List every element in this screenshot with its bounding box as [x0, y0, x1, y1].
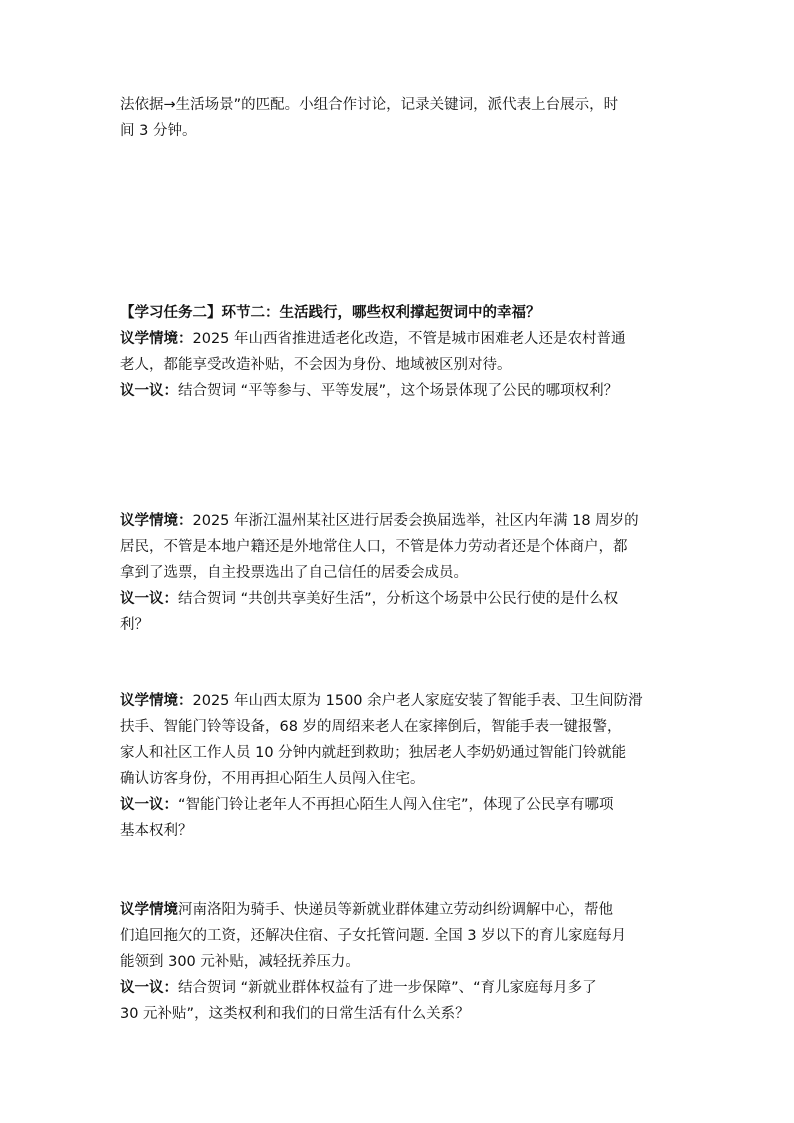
question-label: 议一议：	[120, 591, 178, 607]
question-text: 结合贺词 “平等参与、平等发展”，这个场景体现了公民的哪项权利？	[178, 383, 619, 399]
intro-paragraph	[120, 92, 690, 144]
scenario-3-line-4: 确认访客身份，不用再担心陌生人员闯入住宅。	[120, 771, 425, 787]
question-4	[120, 975, 690, 1001]
question-2-line-2: 利？	[120, 617, 149, 633]
scenario-2-line-1	[120, 508, 690, 534]
question-text: 结合贺词 “新就业群体权益有了进一步保障”、“育儿家庭每月多了	[178, 980, 597, 996]
scenario-3-line-2: 扶手、智能门铃等设备，68 岁的周绍来老人在家摔倒后，智能手表一键报警，	[120, 719, 622, 735]
question-2	[120, 586, 690, 612]
question-3	[120, 792, 690, 818]
scenario-3	[120, 688, 690, 844]
scenario-text: 2025 年浙江温州某社区进行居委会换届选举，社区内年满 18 周岁的	[192, 513, 639, 529]
scenario-2	[120, 508, 690, 638]
task2-heading: 【学习任务二】环节二：生活践行，哪些权利撑起贺词中的幸福？	[120, 305, 541, 321]
question-text: 结合贺词 “共创共享美好生活”，分析这个场景中公民行使的是什么权	[178, 591, 619, 607]
scenario-1-line-1	[120, 326, 690, 352]
scenario-label: 议学情境：	[120, 693, 193, 709]
question-label: 议一议：	[120, 383, 178, 399]
scenario-2-line-3: 拿到了选票，自主投票选出了自己信任的居委会成员。	[120, 565, 468, 581]
scenario-3-line-1	[120, 688, 690, 714]
scenario-4-line-2: 们追回拖欠的工资，还解决住宿、子女托管问题. 全国 3 岁以下的育儿家庭每月	[120, 928, 627, 944]
scenario-label: 议学情境：	[120, 331, 193, 347]
question-1	[120, 378, 690, 404]
question-3-line-2: 基本权利？	[120, 823, 193, 839]
question-text: “智能门铃让老年人不再担心陌生人闯入住宅”，体现了公民享有哪项	[178, 797, 614, 813]
scenario-text: 2025 年山西太原为 1500 余户老人家庭安装了智能手表、卫生间防滑	[192, 693, 643, 709]
intro-line-2: 间 3 分钟。	[120, 123, 197, 139]
scenario-label: 议学情境	[120, 902, 178, 918]
question-4-line-2: 30 元补贴”，这类权利和我们的日常生活有什么关系？	[120, 1006, 470, 1022]
scenario-4-line-3: 能领到 300 元补贴，减轻抚养压力。	[120, 954, 360, 970]
scenario-text: 河南洛阳为骑手、快递员等新就业群体建立劳动纠纷调解中心，帮他	[178, 902, 613, 918]
scenario-3-line-3: 家人和社区工作人员 10 分钟内就赶到救助；独居老人李奶奶通过智能门铃就能	[120, 745, 627, 761]
scenario-2-line-2: 居民，不管是本地户籍还是外地常住人口，不管是体力劳动者还是个体商户，都	[120, 539, 628, 555]
scenario-1-line-2: 老人，都能享受改造补贴，不会因为身份、地域被区别对待。	[120, 357, 512, 373]
scenario-4	[120, 897, 690, 1027]
intro-line-1: 法依据→生活场景”的匹配。小组合作讨论，记录关键词，派代表上台展示，时	[120, 97, 619, 113]
scenario-label: 议学情境：	[120, 513, 193, 529]
question-label: 议一议：	[120, 980, 178, 996]
scenario-text: 2025 年山西省推进适老化改造，不管是城市困难老人还是农村普通	[192, 331, 626, 347]
scenario-4-line-1	[120, 897, 690, 923]
question-label: 议一议：	[120, 797, 178, 813]
task2-section	[120, 300, 690, 404]
